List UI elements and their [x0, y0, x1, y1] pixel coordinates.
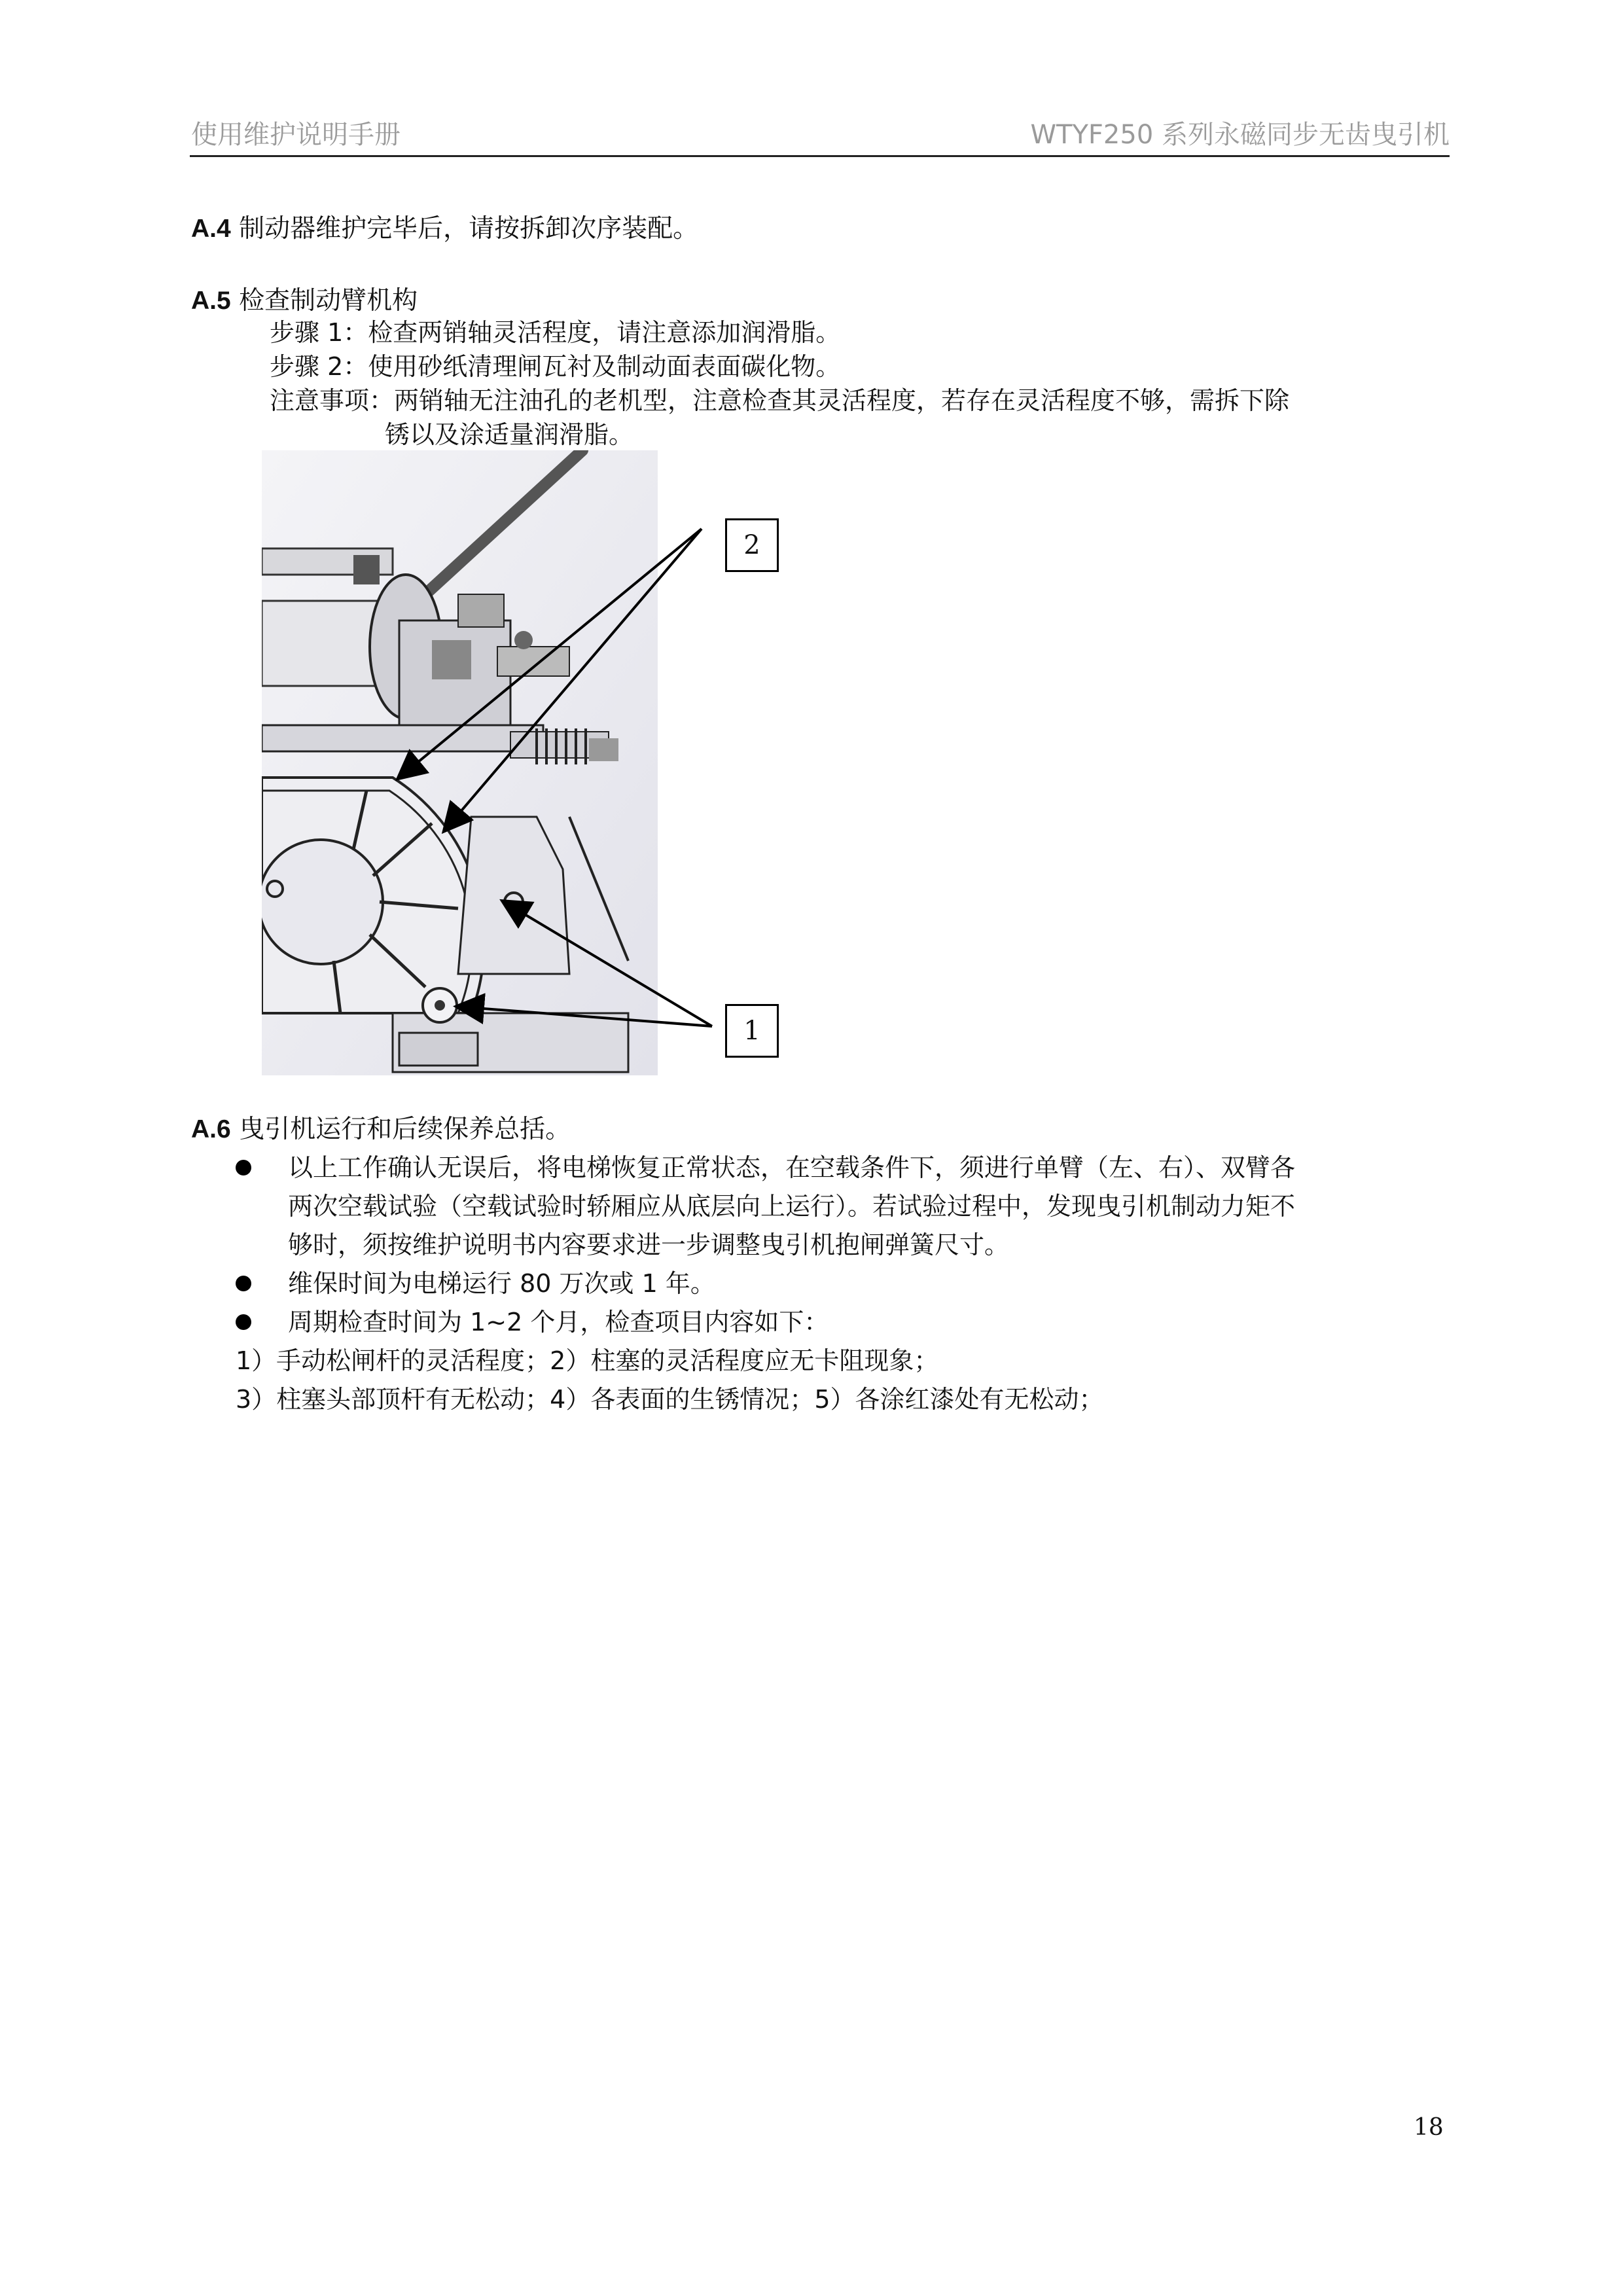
check-list-line-1: 1）手动松闸杆的灵活程度；2）柱塞的灵活程度应无卡阻现象；	[236, 1346, 939, 1375]
step-1-text: 步骤 1：检查两销轴灵活程度，请注意添加润滑脂。	[270, 318, 841, 347]
section-a4-heading	[191, 208, 698, 245]
check-list-line-2: 3）柱塞头部顶杆有无松动；4）各表面的生锈情况；5）各涂红漆处有无松动；	[236, 1385, 1104, 1414]
section-a5-heading	[191, 280, 418, 317]
bullet-1-dot	[236, 1160, 251, 1175]
bullet-1-line-3: 够时，须按维护说明书内容要求进一步调整曳引机抱闸弹簧尺寸。	[288, 1230, 1010, 1259]
section-a6-number: A.6	[191, 1115, 231, 1143]
section-a4-title: 制动器维护完毕后，请按拆卸次序装配。	[239, 214, 699, 243]
section-a6-title: 曳引机运行和后续保养总括。	[239, 1115, 571, 1144]
callout-1-label: 1	[725, 1004, 779, 1058]
bullet-2-dot	[236, 1276, 251, 1291]
bullet-1-line-2: 两次空载试验（空载试验时轿厢应从底层向上运行）。若试验过程中，发现曳引机制动力矩不	[288, 1192, 1296, 1221]
note-line-1: 注意事项：两销轴无注油孔的老机型，注意检查其灵活程度，若存在灵活程度不够，需拆下除	[270, 386, 1290, 415]
header-left-title: 使用维护说明手册	[191, 120, 401, 150]
traction-machine-drawing	[262, 450, 1054, 1079]
header-right-title: WTYF250 系列永磁同步无齿曳引机	[1030, 120, 1450, 150]
bullet-1-line-1: 以上工作确认无误后，将电梯恢复正常状态，在空载条件下，须进行单臂（左、右）、双臂各	[288, 1153, 1296, 1182]
note-line-2: 锈以及涂适量润滑脂。	[385, 420, 634, 449]
header-rule	[190, 155, 1450, 157]
page-number: 18	[1414, 2114, 1444, 2141]
section-a5-number: A.5	[191, 287, 231, 315]
bullet-3-text: 周期检查时间为 1~2 个月，检查项目内容如下：	[288, 1308, 829, 1336]
section-a6-heading	[191, 1109, 571, 1145]
step-2-text: 步骤 2：使用砂纸清理闸瓦衬及制动面表面碳化物。	[270, 352, 841, 381]
bullet-3-dot	[236, 1314, 251, 1330]
section-a4-number: A.4	[191, 215, 231, 243]
bullet-2-text: 维保时间为电梯运行 80 万次或 1 年。	[288, 1269, 715, 1298]
brake-arm-figure	[262, 450, 1054, 1079]
section-a5-title: 检查制动臂机构	[239, 286, 418, 315]
callout-2-label: 2	[725, 518, 779, 572]
